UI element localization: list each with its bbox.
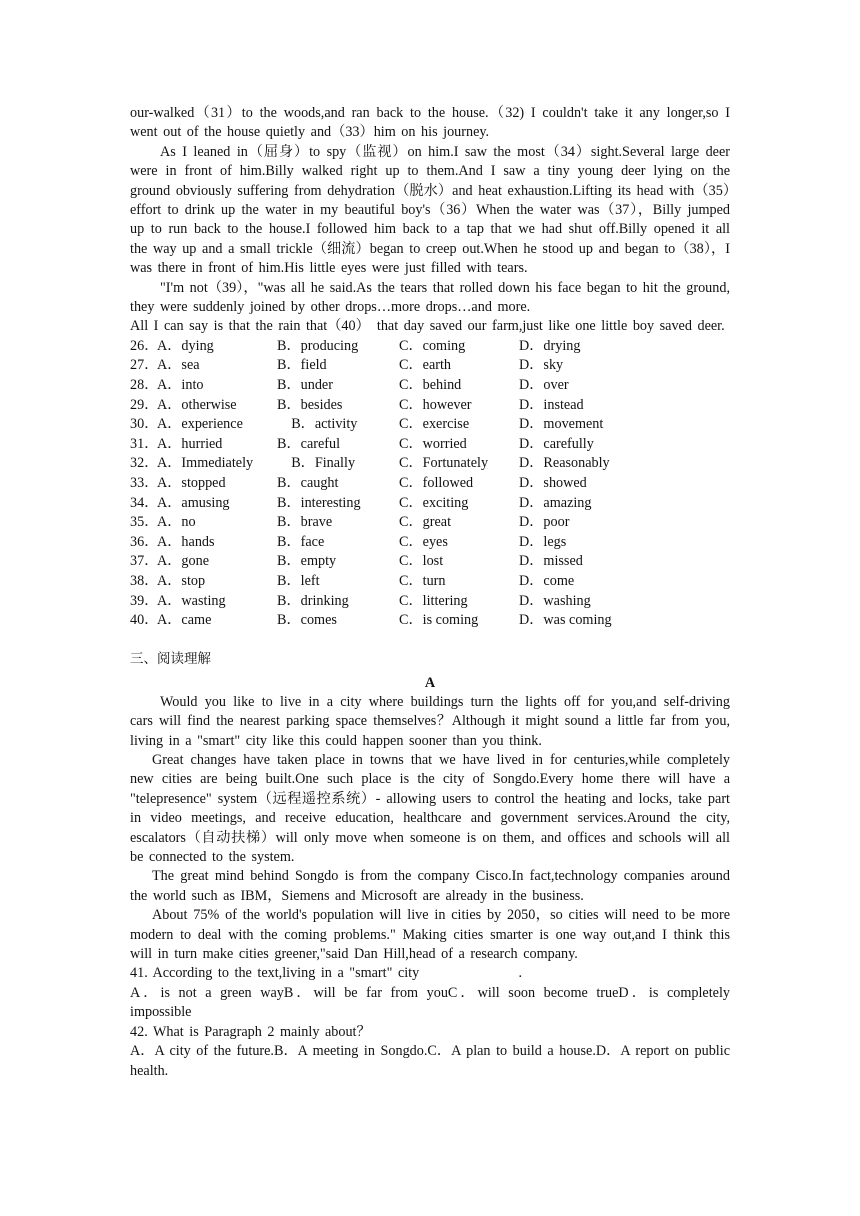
cloze-paragraph-2: As I leaned in（屈身）to spy（监视）on him.I saw the most（34）sight.Several large deer were in front of him.Billy walked right up to them.And I saw a tiny young deer lying on the ground obviously suffering from dehydration（脱水）and heat exhaustion.Lifting its head with（35）effort to drink up the water in my beautiful boy's（36）When the water was（37），Billy jumped up to run back to the house.I followed him back to a tap that we had shut off.Billy opened it all the way up and a small trickle（细流）began to creep out.When he stood up and began to（38），I was there in front of him.His little eyes were just filled with tears.: [130, 143, 730, 277]
option-choice: C．exercise: [399, 416, 470, 433]
option-choice: A．otherwise: [157, 396, 237, 413]
cloze-options-list: [130, 337, 730, 631]
option-choice: B．Finally: [277, 455, 356, 472]
option-row: [130, 337, 730, 357]
option-choice: B．caught: [277, 475, 339, 492]
question-number: 26．: [130, 337, 159, 354]
question-number: 28．: [130, 377, 159, 394]
option-row: [130, 396, 730, 416]
option-choice: D．amazing: [519, 494, 592, 511]
option-choice: C．however: [399, 396, 472, 413]
option-choice: D．legs: [519, 533, 567, 550]
option-row: [130, 552, 730, 572]
cloze-paragraph-1: our-walked（31）to the woods,and ran back to the house.（32) I couldn't take it any longer,so I went out of the house quietly and（33）him on his journey.: [130, 105, 730, 141]
option-row: [130, 454, 730, 474]
option-choice: D．washing: [519, 592, 591, 609]
option-choice: B．empty: [277, 553, 337, 570]
option-choice: D．Reasonably: [519, 455, 610, 472]
option-choice: B．activity: [277, 416, 358, 433]
question-number: 37．: [130, 553, 159, 570]
option-choice: D．movement: [519, 416, 604, 433]
option-choice: C．great: [399, 514, 452, 531]
option-choice: C．exciting: [399, 494, 469, 511]
option-row: [130, 435, 730, 455]
question-41-options: A．is not a green wayB．will be far from youC．will soon become trueD．is completely impossible: [130, 984, 730, 1021]
option-choice: C．is coming: [399, 612, 479, 629]
option-row: [130, 376, 730, 396]
question-number: 27．: [130, 357, 159, 374]
option-choice: D．was coming: [519, 612, 612, 629]
option-choice: A．dying: [157, 337, 214, 354]
option-choice: B．drinking: [277, 592, 349, 609]
passage-a-paragraph-2: Great changes have taken place in towns that we have lived in for centuries,while completely new cities are being built.One such place is the city of Songdo.Every home there will have a "telepresence" system（远程遥控系统）- allowing users to control the heating and locks, take part in video meetings, and receive education, healthcare and government services.Around the city, escalators（自动扶梯）will only move when someone is on them, and offices and schools will all be connected to the system.: [130, 752, 730, 866]
option-choice: A．Immediately: [157, 455, 254, 472]
option-choice: B．producing: [277, 337, 359, 354]
option-choice: B．left: [277, 573, 320, 589]
option-choice: A．came: [157, 612, 212, 629]
option-choice: B．field: [277, 357, 327, 374]
passage-a-paragraph-1: Would you like to live in a city where buildings turn the lights off for you,and self-driving cars will find the nearest parking space themselves？Although it might sound a little far from you, living in a "smart" city like this could happen sooner than you think.: [130, 693, 730, 749]
option-row: [130, 592, 730, 612]
option-choice: C．behind: [399, 377, 462, 394]
question-number: 35．: [130, 514, 159, 531]
option-choice: C．followed: [399, 475, 474, 492]
option-choice: A．hands: [157, 533, 215, 550]
question-number: 33．: [130, 475, 159, 492]
option-choice: C．lost: [399, 553, 444, 570]
option-row: [130, 533, 730, 553]
option-choice: B．brave: [277, 514, 333, 531]
option-choice: D．sky: [519, 357, 564, 374]
option-choice: D．instead: [519, 396, 584, 413]
option-choice: B．careful: [277, 435, 341, 452]
cloze-paragraph-4: All I can say is that the rain that（40） that day saved our farm,just like one little boy saved deer.: [130, 318, 725, 335]
option-choice: A．hurried: [157, 435, 223, 452]
option-choice: A．wasting: [157, 592, 226, 609]
option-row: [130, 494, 730, 514]
option-choice: D．over: [519, 377, 569, 394]
option-row: [130, 356, 730, 376]
option-row: [130, 572, 730, 592]
option-choice: D．come: [519, 573, 575, 589]
option-choice: C．littering: [399, 592, 468, 609]
passage-title: A: [424, 674, 436, 691]
option-choice: D．showed: [519, 475, 587, 492]
option-choice: B．face: [277, 533, 325, 550]
option-choice: A．amusing: [157, 494, 230, 511]
question-number: 39．: [130, 592, 159, 609]
option-choice: C．eyes: [399, 533, 448, 550]
option-choice: B．under: [277, 377, 333, 394]
question-number: 32．: [130, 455, 159, 472]
question-number: 34．: [130, 494, 159, 511]
question-42-stem: 42. What is Paragraph 2 mainly about？: [130, 1023, 371, 1040]
option-row: [130, 474, 730, 494]
option-choice: B．besides: [277, 396, 343, 413]
option-choice: D．poor: [519, 514, 570, 531]
option-choice: B．comes: [277, 612, 337, 629]
passage-a-paragraph-4: About 75% of the world's population will live in cities by 2050，so cities will need to be more modern to deal with the coming problems." Making cities smarter is one way out,and I think this will in turn make cities greener,"said Dan Hill,head of a research company.: [130, 907, 730, 963]
question-number: 30．: [130, 416, 159, 433]
document-page: [130, 104, 730, 1081]
option-choice: D．drying: [519, 337, 581, 354]
option-choice: A．gone: [157, 553, 210, 570]
option-choice: D．missed: [519, 553, 583, 570]
option-choice: C．Fortunately: [399, 455, 489, 472]
question-number: 40．: [130, 612, 159, 629]
option-choice: A．stop: [157, 573, 206, 589]
option-choice: C．worried: [399, 435, 467, 452]
option-row: [130, 611, 730, 631]
option-choice: C．earth: [399, 357, 452, 374]
question-number: 31．: [130, 435, 159, 452]
question-number: 38．: [130, 573, 159, 589]
question-42-options: A．A city of the future.B．A meeting in Songdo.C．A plan to build a house.D．A report on public health.: [130, 1043, 730, 1079]
option-choice: B．interesting: [277, 494, 361, 511]
option-row: [130, 415, 730, 435]
option-choice: A．into: [157, 377, 204, 394]
option-choice: A．sea: [157, 357, 200, 374]
section-heading: 三、阅读理解: [130, 650, 211, 667]
question-41-stem: 41. According to the text,living in a "smart" city .: [130, 965, 523, 982]
option-choice: C．coming: [399, 337, 466, 354]
option-choice: D．carefully: [519, 435, 594, 452]
option-row: [130, 513, 730, 533]
question-number: 29．: [130, 396, 159, 413]
option-choice: A．stopped: [157, 475, 226, 492]
passage-a-paragraph-3: The great mind behind Songdo is from the company Cisco.In fact,technology companies around the world such as IBM，Siemens and Microsoft are already in the business.: [130, 868, 730, 904]
cloze-paragraph-3: "I'm not（39），"was all he said.As the tears that rolled down his face began to hit the ground, they were suddenly joined by other drops…more drops…and more.: [130, 279, 730, 316]
option-choice: C．turn: [399, 573, 446, 589]
option-choice: A．experience: [157, 416, 243, 433]
question-number: 36．: [130, 533, 159, 550]
option-choice: A．no: [157, 514, 196, 531]
